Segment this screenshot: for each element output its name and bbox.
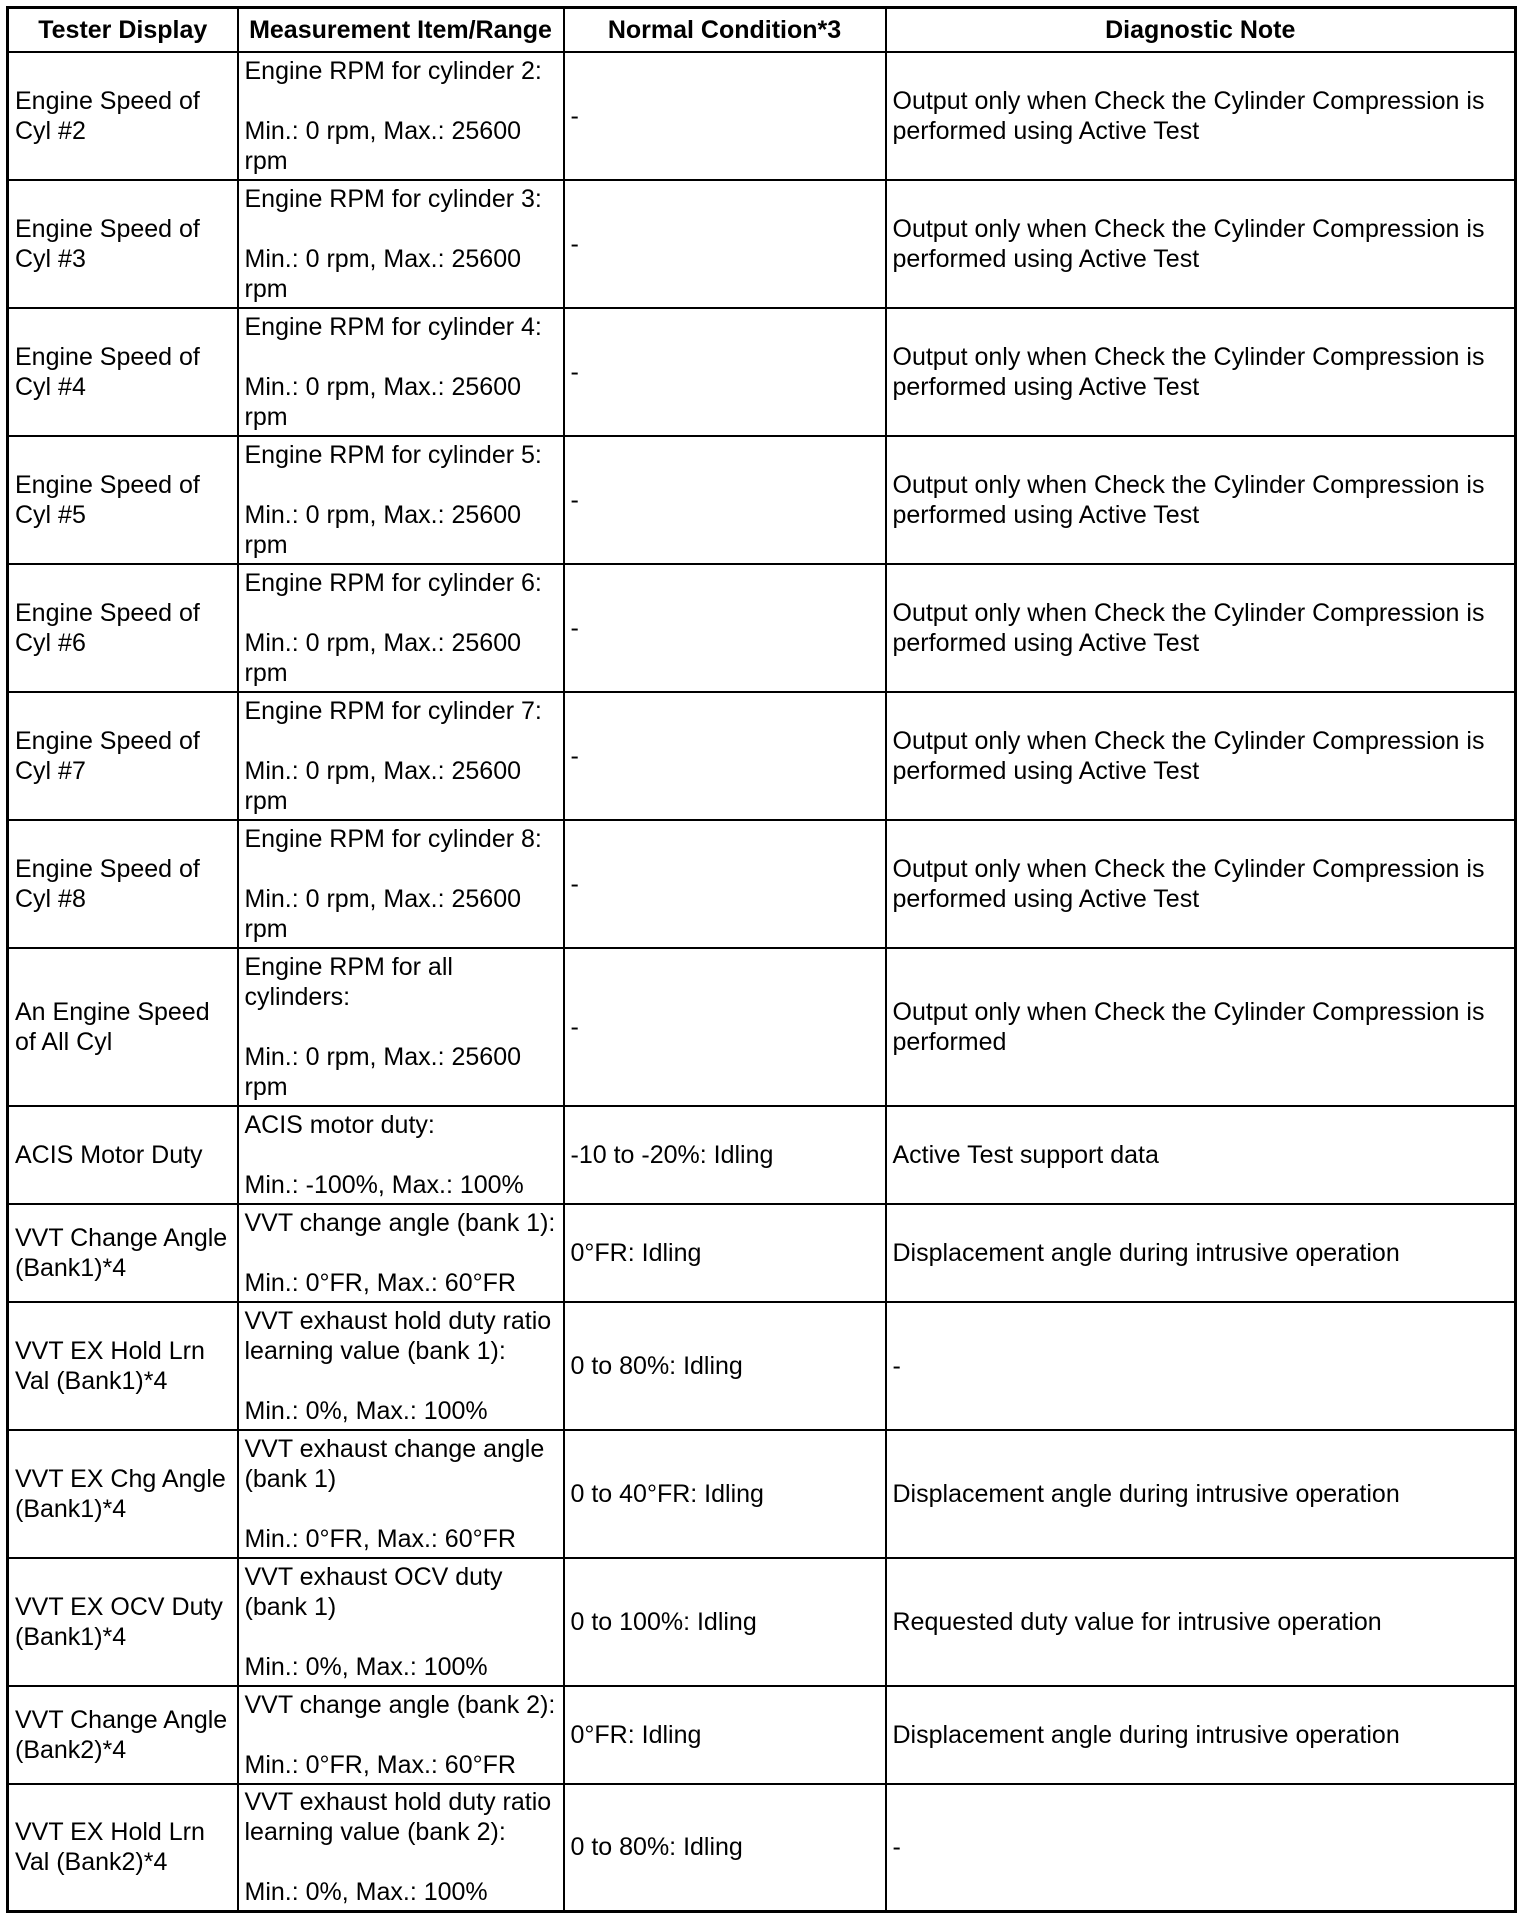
table-row	[8, 948, 1516, 1106]
tester-display-cell	[8, 436, 238, 564]
diagnostic-note-cell-text: Requested duty value for intrusive operation	[892, 1607, 1382, 1636]
tester-display-cell-text: Engine Speed of Cyl #6	[15, 598, 200, 657]
diagnostic-note-cell	[886, 820, 1516, 948]
measurement-cell-text: Engine RPM for cylinder 4: Min.: 0 rpm, Max.: 25600 rpm	[244, 312, 542, 431]
diagnostic-note-cell	[886, 1302, 1516, 1430]
tester-display-cell-text: VVT EX Chg Angle (Bank1)*4	[15, 1464, 226, 1523]
diagnostic-note-cell-text: Displacement angle during intrusive operation	[892, 1720, 1400, 1749]
table-row	[8, 820, 1516, 948]
diagnostic-note-cell-text: Output only when Check the Cylinder Compression is performed using Active Test	[892, 342, 1485, 401]
table-row	[8, 308, 1516, 436]
measurement-cell	[238, 1204, 564, 1302]
tester-display-cell-text: Engine Speed of Cyl #2	[15, 86, 200, 145]
header-normal-condition: Normal Condition*3	[564, 8, 886, 52]
normal-condition-cell	[564, 180, 886, 308]
diagnostic-note-cell	[886, 1204, 1516, 1302]
diagnostic-note-cell	[886, 1430, 1516, 1558]
header-tester-display: Tester Display	[8, 8, 238, 52]
tester-display-cell	[8, 948, 238, 1106]
normal-condition-cell	[564, 1302, 886, 1430]
tester-display-cell-text: ACIS Motor Duty	[15, 1140, 203, 1169]
measurement-cell	[238, 180, 564, 308]
tester-display-cell	[8, 564, 238, 692]
normal-condition-cell-text: -	[570, 357, 579, 386]
normal-condition-cell	[564, 1204, 886, 1302]
tester-display-cell	[8, 1558, 238, 1686]
tester-display-cell-text: VVT Change Angle (Bank2)*4	[15, 1705, 228, 1764]
tester-display-cell	[8, 1430, 238, 1558]
normal-condition-cell	[564, 820, 886, 948]
diagnostic-note-cell-text: Output only when Check the Cylinder Compression is performed using Active Test	[892, 726, 1485, 785]
tester-display-cell	[8, 1302, 238, 1430]
diagnostic-note-cell-text: Displacement angle during intrusive operation	[892, 1479, 1400, 1508]
tester-display-cell-text: Engine Speed of Cyl #7	[15, 726, 200, 785]
measurement-cell	[238, 564, 564, 692]
table-row	[8, 564, 1516, 692]
normal-condition-cell-text: 0 to 40°FR: Idling	[570, 1479, 764, 1508]
normal-condition-cell	[564, 436, 886, 564]
normal-condition-cell	[564, 692, 886, 820]
measurement-cell	[238, 308, 564, 436]
diagnostic-note-cell-text: Output only when Check the Cylinder Compression is performed using Active Test	[892, 470, 1485, 529]
diagnostic-note-cell	[886, 1686, 1516, 1784]
normal-condition-cell-text: -	[570, 741, 579, 770]
tester-display-cell-text: An Engine Speed of All Cyl	[15, 997, 210, 1056]
table-row	[8, 1204, 1516, 1302]
tester-display-cell-text: Engine Speed of Cyl #5	[15, 470, 200, 529]
diagnostic-note-cell	[886, 1558, 1516, 1686]
diagnostic-note-cell-text: -	[892, 1833, 901, 1862]
measurement-cell-text: VVT exhaust hold duty ratio learning value (bank 1): Min.: 0%, Max.: 100%	[244, 1306, 552, 1425]
measurement-cell-text: Engine RPM for cylinder 7: Min.: 0 rpm, Max.: 25600 rpm	[244, 696, 542, 815]
measurement-cell-text: ACIS motor duty: Min.: -100%, Max.: 100%	[244, 1110, 524, 1199]
measurement-cell	[238, 52, 564, 180]
header-measurement: Measurement Item/Range	[238, 8, 564, 52]
measurement-cell-text: Engine RPM for all cylinders: Min.: 0 rpm, Max.: 25600 rpm	[244, 952, 522, 1101]
table-row	[8, 180, 1516, 308]
diagnostic-note-cell-text: Active Test support data	[892, 1140, 1159, 1169]
measurement-cell	[238, 692, 564, 820]
diagnostic-note-cell	[886, 436, 1516, 564]
diagnostic-note-cell	[886, 308, 1516, 436]
table-row	[8, 1686, 1516, 1784]
diagnostic-note-cell	[886, 1106, 1516, 1204]
normal-condition-cell-text: -	[570, 613, 579, 642]
measurement-cell	[238, 1686, 564, 1784]
header-diagnostic-note: Diagnostic Note	[886, 8, 1516, 52]
measurement-cell	[238, 948, 564, 1106]
data-list-table	[6, 6, 1517, 1913]
diagnostic-note-cell-text: -	[892, 1351, 901, 1380]
normal-condition-cell-text: -	[570, 1012, 579, 1041]
tester-display-cell-text: VVT EX Hold Lrn Val (Bank1)*4	[15, 1336, 205, 1395]
tester-display-cell	[8, 1204, 238, 1302]
document-page	[6, 6, 1514, 1907]
measurement-cell	[238, 1784, 564, 1912]
table-row	[8, 1106, 1516, 1204]
normal-condition-cell	[564, 1686, 886, 1784]
diagnostic-note-cell-text: Output only when Check the Cylinder Compression is performed using Active Test	[892, 86, 1485, 145]
tester-display-cell	[8, 308, 238, 436]
table-header-row	[8, 8, 1516, 52]
normal-condition-cell	[564, 948, 886, 1106]
tester-display-cell-text: VVT EX OCV Duty (Bank1)*4	[15, 1592, 223, 1651]
diagnostic-note-cell-text: Output only when Check the Cylinder Compression is performed using Active Test	[892, 214, 1485, 273]
measurement-cell-text: VVT exhaust change angle (bank 1) Min.: 0°FR, Max.: 60°FR	[244, 1434, 545, 1553]
measurement-cell	[238, 1106, 564, 1204]
tester-display-cell	[8, 1106, 238, 1204]
tester-display-cell	[8, 692, 238, 820]
diagnostic-note-cell-text: Displacement angle during intrusive operation	[892, 1238, 1400, 1267]
measurement-cell-text: VVT exhaust hold duty ratio learning value (bank 2): Min.: 0%, Max.: 100%	[244, 1788, 552, 1907]
tester-display-cell-text: Engine Speed of Cyl #4	[15, 342, 200, 401]
diagnostic-note-cell-text: Output only when Check the Cylinder Compression is performed using Active Test	[892, 854, 1485, 913]
normal-condition-cell	[564, 1784, 886, 1912]
diagnostic-note-cell-text: Output only when Check the Cylinder Compression is performed using Active Test	[892, 598, 1485, 657]
tester-display-cell-text: Engine Speed of Cyl #3	[15, 214, 200, 273]
normal-condition-cell	[564, 1430, 886, 1558]
normal-condition-cell	[564, 1106, 886, 1204]
table-row	[8, 1784, 1516, 1912]
diagnostic-note-cell	[886, 948, 1516, 1106]
diagnostic-note-cell	[886, 692, 1516, 820]
diagnostic-note-cell	[886, 564, 1516, 692]
normal-condition-cell-text: 0 to 100%: Idling	[570, 1607, 757, 1636]
tester-display-cell-text: VVT Change Angle (Bank1)*4	[15, 1223, 228, 1282]
normal-condition-cell-text: 0°FR: Idling	[570, 1238, 702, 1267]
measurement-cell-text: Engine RPM for cylinder 3: Min.: 0 rpm, Max.: 25600 rpm	[244, 184, 542, 303]
table-row	[8, 692, 1516, 820]
measurement-cell	[238, 820, 564, 948]
measurement-cell	[238, 1430, 564, 1558]
normal-condition-cell-text: 0 to 80%: Idling	[570, 1833, 743, 1862]
normal-condition-cell-text: -	[570, 869, 579, 898]
normal-condition-cell-text: -10 to -20%: Idling	[570, 1140, 774, 1169]
normal-condition-cell-text: -	[570, 101, 579, 130]
tester-display-cell	[8, 1784, 238, 1912]
diagnostic-note-cell-text: Output only when Check the Cylinder Compression is performed	[892, 997, 1485, 1056]
normal-condition-cell-text: -	[570, 229, 579, 258]
table-body	[8, 52, 1516, 1912]
tester-display-cell	[8, 820, 238, 948]
tester-display-cell-text: Engine Speed of Cyl #8	[15, 854, 200, 913]
measurement-cell-text: Engine RPM for cylinder 2: Min.: 0 rpm, Max.: 25600 rpm	[244, 56, 542, 175]
measurement-cell	[238, 1558, 564, 1686]
table-row	[8, 1302, 1516, 1430]
measurement-cell-text: VVT change angle (bank 1): Min.: 0°FR, Max.: 60°FR	[244, 1208, 556, 1297]
normal-condition-cell-text: 0 to 80%: Idling	[570, 1351, 743, 1380]
normal-condition-cell-text: 0°FR: Idling	[570, 1720, 702, 1749]
diagnostic-note-cell	[886, 1784, 1516, 1912]
tester-display-cell	[8, 52, 238, 180]
measurement-cell	[238, 1302, 564, 1430]
diagnostic-note-cell	[886, 52, 1516, 180]
measurement-cell-text: Engine RPM for cylinder 8: Min.: 0 rpm, Max.: 25600 rpm	[244, 824, 542, 943]
normal-condition-cell-text: -	[570, 485, 579, 514]
measurement-cell	[238, 436, 564, 564]
tester-display-cell	[8, 1686, 238, 1784]
measurement-cell-text: VVT change angle (bank 2): Min.: 0°FR, Max.: 60°FR	[244, 1690, 556, 1779]
table-row	[8, 1558, 1516, 1686]
measurement-cell-text: VVT exhaust OCV duty (bank 1) Min.: 0%, Max.: 100%	[244, 1562, 503, 1681]
normal-condition-cell	[564, 1558, 886, 1686]
measurement-cell-text: Engine RPM for cylinder 6: Min.: 0 rpm, Max.: 25600 rpm	[244, 568, 542, 687]
table-row	[8, 436, 1516, 564]
tester-display-cell-text: VVT EX Hold Lrn Val (Bank2)*4	[15, 1818, 205, 1877]
normal-condition-cell	[564, 52, 886, 180]
table-row	[8, 52, 1516, 180]
normal-condition-cell	[564, 308, 886, 436]
normal-condition-cell	[564, 564, 886, 692]
diagnostic-note-cell	[886, 180, 1516, 308]
table-row	[8, 1430, 1516, 1558]
tester-display-cell	[8, 180, 238, 308]
measurement-cell-text: Engine RPM for cylinder 5: Min.: 0 rpm, Max.: 25600 rpm	[244, 440, 542, 559]
